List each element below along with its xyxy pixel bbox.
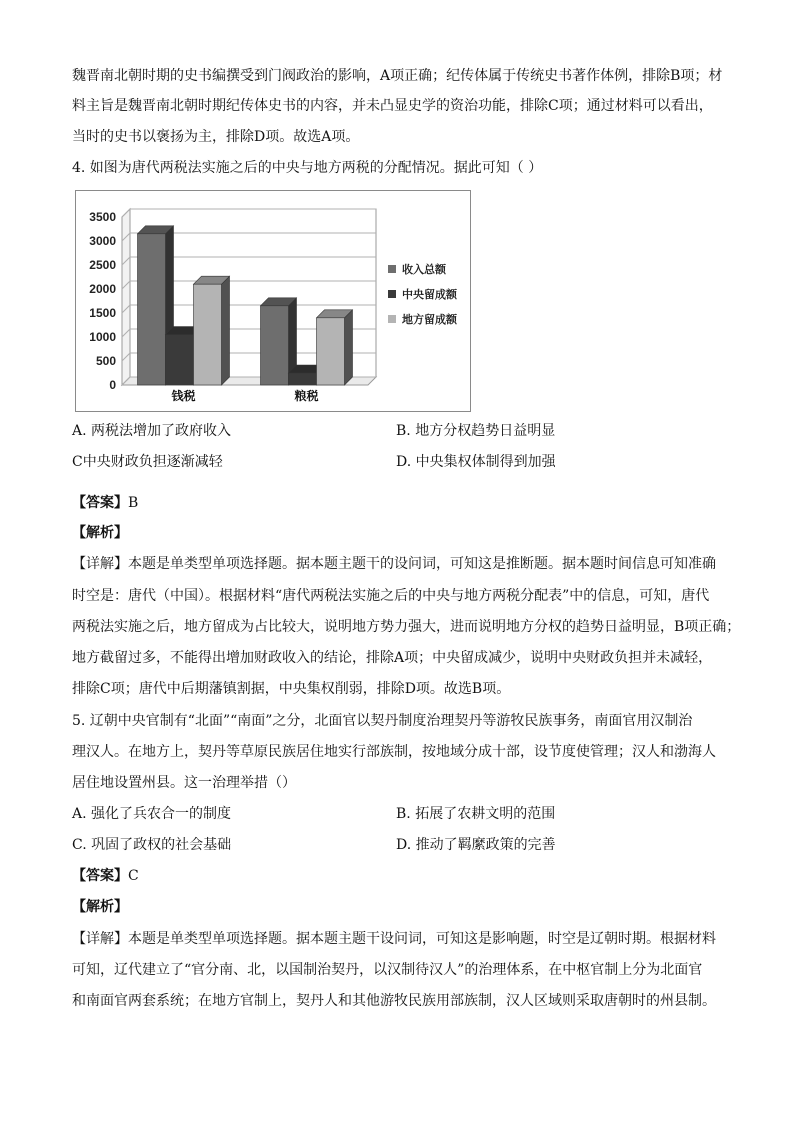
q5-option-c[interactable]: C. 巩固了政权的社会基础 bbox=[72, 837, 232, 853]
prev-explanation-line: 料主旨是魏晋南北朝时期纪传体史书的内容，并未凸显史学的资治功能，排除C项；通过材料可以看出， bbox=[72, 98, 713, 114]
tax-distribution-chart bbox=[75, 190, 471, 412]
legend-swatch bbox=[388, 265, 396, 273]
y-tick-label: 2500 bbox=[89, 258, 116, 272]
bar-side bbox=[345, 310, 353, 385]
legend-swatch bbox=[388, 315, 396, 323]
q4-detail-line: 【详解】本题是单类型单项选择题。据本题主题干的设问词，可知这是推断题。据本题时间信息可知准确 bbox=[72, 556, 716, 572]
y-tick-label: 2000 bbox=[89, 282, 116, 296]
y-tick-label: 3000 bbox=[89, 234, 116, 248]
prev-explanation-line: 魏晋南北朝时期的史书编撰受到门阀政治的影响，A项正确；纪传体属于传统史书著作体例，排除B项；材 bbox=[72, 68, 723, 84]
q4-detail-line: 时空是：唐代（中国）。根据材料“唐代两税法实施之后的中央与地方两税分配表”中的信息，可知，唐代 bbox=[72, 588, 710, 604]
legend-label: 收入总额 bbox=[402, 263, 446, 276]
y-tick-label: 0 bbox=[109, 378, 116, 392]
bar bbox=[166, 335, 194, 385]
bar bbox=[289, 373, 317, 385]
legend-label: 中央留成额 bbox=[402, 288, 457, 301]
q5-detail-line: 和南面官两套系统；在地方官制上，契丹人和其他游牧民族用部族制，汉人区域则采取唐朝时的州县制。 bbox=[72, 993, 716, 1009]
question-5-stem: 居住地设置州县。这一治理举措（） bbox=[72, 775, 296, 791]
prev-explanation-line: 当时的史书以褒扬为主，排除D项。故选A项。 bbox=[72, 129, 360, 145]
y-tick-label: 1500 bbox=[89, 306, 116, 320]
q5-option-a[interactable]: A. 强化了兵农合一的制度 bbox=[72, 806, 232, 822]
bar bbox=[261, 306, 289, 385]
x-category-label: 钱税 bbox=[171, 389, 196, 403]
q5-detail-line: 【详解】本题是单类型单项选择题。据本题主题干设问词，可知这是影响题，时空是辽朝时期。根据材料 bbox=[72, 931, 716, 947]
answer-tag: 【答案】 bbox=[72, 495, 128, 511]
y-tick-label: 500 bbox=[95, 354, 116, 368]
q5-detail-line: 可知，辽代建立了“官分南、北，以国制治契丹，以汉制待汉人”的治理体系，在中枢官制上分为北面官 bbox=[72, 962, 703, 978]
question-4-stem: 4. 如图为唐代两税法实施之后的中央与地方两税的分配情况。据此可知（ ） bbox=[72, 160, 543, 176]
x-category-label: 粮税 bbox=[294, 389, 319, 403]
bar bbox=[194, 284, 222, 385]
q4-detail-line: 两税法实施之后，地方留成为占比较大，说明地方势力强大，进而说明地方分权的趋势日益明显，B项正确； bbox=[72, 619, 741, 635]
bar-chart-svg bbox=[76, 191, 470, 411]
q4-option-a[interactable]: A. 两税法增加了政府收入 bbox=[72, 423, 232, 439]
bar-side bbox=[222, 276, 230, 385]
q4-option-c[interactable]: C中央财政负担逐渐减轻 bbox=[72, 454, 223, 470]
legend-swatch bbox=[388, 290, 396, 298]
q5-answer bbox=[72, 866, 726, 886]
chart-side-wall bbox=[122, 209, 130, 385]
q4-option-b[interactable]: B. 地方分权趋势日益明显 bbox=[396, 423, 556, 439]
q5-option-d[interactable]: D. 推动了羁縻政策的完善 bbox=[396, 837, 556, 853]
y-tick-label: 1000 bbox=[89, 330, 116, 344]
q4-analysis-tag: 【解析】 bbox=[72, 525, 128, 541]
bar bbox=[317, 318, 345, 385]
q4-option-d[interactable]: D. 中央集权体制得到加强 bbox=[396, 454, 556, 470]
question-5-stem: 理汉人。在地方上，契丹等草原民族居住地实行部族制，按地域分成十部，设节度使管理；汉人和渤海人 bbox=[72, 744, 716, 760]
q5-option-b[interactable]: B. 拓展了农耕文明的范围 bbox=[396, 806, 556, 822]
q4-detail-line: 地方截留过多，不能得出增加财政收入的结论，排除A项；中央留成减少，说明中央财政负担并未减轻， bbox=[72, 650, 713, 666]
answer-value: C bbox=[128, 868, 139, 884]
bar bbox=[138, 234, 166, 385]
legend-label: 地方留成额 bbox=[402, 313, 457, 326]
q5-analysis-tag: 【解析】 bbox=[72, 899, 128, 915]
answer-value: B bbox=[128, 495, 139, 511]
y-tick-label: 3500 bbox=[89, 210, 116, 224]
answer-tag: 【答案】 bbox=[72, 868, 128, 884]
q4-answer bbox=[72, 493, 726, 513]
q4-detail-line: 排除C项；唐代中后期藩镇割据，中央集权削弱，排除D项。故选B项。 bbox=[72, 681, 511, 697]
question-5-stem: 5. 辽朝中央官制有“北面”“南面”之分，北面官以契丹制度治理契丹等游牧民族事务，南面官用汉制治 bbox=[72, 713, 693, 729]
